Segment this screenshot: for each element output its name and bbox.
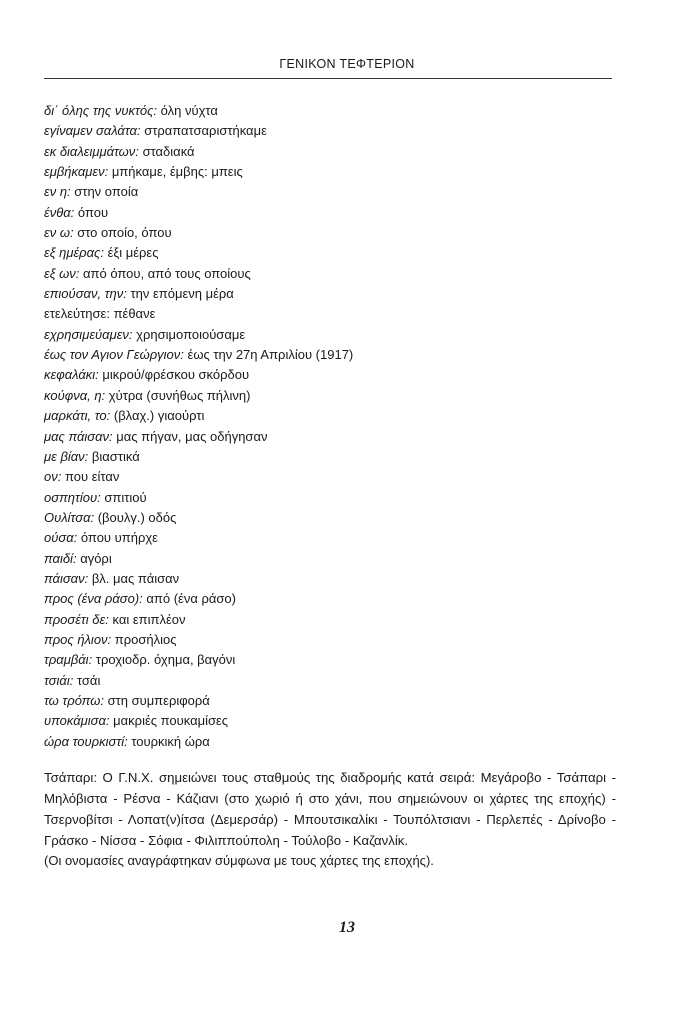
- glossary-definition: προσήλιος: [114, 631, 177, 647]
- glossary-term: εκ διαλειμμάτων:: [44, 143, 139, 159]
- glossary-term: ένθα:: [44, 204, 75, 220]
- glossary-term: οσπητίου:: [44, 489, 101, 505]
- glossary-term: υποκάμισα:: [44, 713, 110, 729]
- glossary-entry: [44, 508, 644, 528]
- glossary-entry: [44, 203, 644, 223]
- glossary-definition: μακριές πουκαμίσες: [113, 713, 229, 729]
- glossary-term: με βίαν:: [44, 448, 89, 464]
- glossary-term: Ουλίτσα:: [44, 509, 95, 525]
- glossary-definition: τσάι: [76, 672, 101, 688]
- glossary-entry: [44, 650, 644, 670]
- glossary-definition: αγόρι: [80, 550, 112, 566]
- glossary-list: [44, 101, 644, 752]
- glossary-term: εχρησιμεύαμεν:: [44, 326, 133, 342]
- glossary-entry: [44, 467, 644, 487]
- glossary-entry: [44, 488, 644, 508]
- glossary-entry: [44, 610, 644, 630]
- glossary-definition: και επιπλέον: [112, 611, 186, 627]
- glossary-term: παιδί:: [44, 550, 77, 566]
- glossary-entry: [44, 427, 644, 447]
- glossary-definition: χύτρα (συνήθως πήλινη): [108, 387, 251, 403]
- glossary-entry: [44, 447, 644, 467]
- route-note-line: Μηλόβιστα - Ρέσνα - Κάζιανι (στο χωριό ή στο χάνι, που σημειώνουν οι χάρτες της εποχής) -: [44, 791, 616, 806]
- glossary-entry: [44, 406, 644, 426]
- glossary-term: ούσα:: [44, 530, 78, 546]
- glossary-entry: [44, 284, 644, 304]
- glossary-term: εγίναμεν σαλάτα:: [44, 123, 141, 139]
- glossary-term: μας πάισαν:: [44, 428, 113, 444]
- glossary-term: ον:: [44, 469, 62, 485]
- glossary-term: μαρκάτι, το:: [44, 408, 111, 424]
- glossary-definition: όπου υπήρχε: [80, 530, 158, 546]
- glossary-entry: [44, 101, 644, 121]
- route-note-line: Γράσκο - Νίσσα - Σόφια - Φιλιππούπολη - Τούλοβο - Καζανλίκ.: [44, 833, 409, 848]
- glossary-term: εξ ημέρας:: [44, 245, 104, 261]
- glossary-definition: όπου: [77, 204, 109, 220]
- glossary-definition: που είταν: [64, 469, 120, 485]
- glossary-definition: μπήκαμε, έμβης: μπεις: [111, 164, 243, 180]
- glossary-entry: [44, 264, 644, 284]
- glossary-entry: [44, 630, 644, 650]
- glossary-definition: βιαστικά: [91, 448, 140, 464]
- glossary-entry: [44, 325, 644, 345]
- route-footnote: (Οι ονομασίες αναγράφτηκαν σύμφωνα με τους χάρτες της εποχής).: [44, 853, 434, 868]
- header-rule: [44, 78, 612, 79]
- glossary-term: τω τρόπω:: [44, 692, 104, 708]
- glossary-definition: (βουλγ.) οδός: [97, 509, 177, 525]
- glossary-definition: στο οποίο, όπου: [77, 225, 172, 241]
- glossary-entry: [44, 162, 644, 182]
- glossary-entry: [44, 386, 644, 406]
- glossary-entry: [44, 711, 644, 731]
- glossary-entry: [44, 671, 644, 691]
- glossary-term: έως τον Αγιον Γεώργιον:: [44, 347, 184, 363]
- glossary-entry: [44, 243, 644, 263]
- glossary-term: προς (ένα ράσο):: [44, 591, 143, 607]
- route-note-line: Τσερνοβίτσι - Λοπατ(ν)ίτσα (Δεμερσάρ) - Μπουτσικαλίκι - Τουπόλτσιανι - Περλεπές - Δρίνοβο -: [44, 812, 616, 827]
- glossary-term: εμβήκαμεν:: [44, 164, 109, 180]
- glossary-term: εν ω:: [44, 225, 74, 241]
- glossary-entry: [44, 589, 644, 609]
- glossary-definition: όλη νύχτα: [160, 103, 218, 118]
- glossary-term: κούφνα, η:: [44, 387, 106, 403]
- glossary-definition: στραπατσαριστήκαμε: [144, 123, 267, 139]
- glossary-entry: [44, 549, 644, 569]
- glossary-definition: μικρού/φρέσκου σκόρδου: [102, 367, 250, 383]
- glossary-definition: τουρκική ώρα: [131, 733, 210, 749]
- glossary-definition: σπιτιού: [104, 489, 147, 505]
- glossary-definition: έως την 27η Απριλίου (1917): [187, 347, 354, 363]
- glossary-entry: [44, 569, 644, 589]
- glossary-term: προσέτι δε:: [44, 611, 109, 627]
- glossary-definition: βλ. μας πάισαν: [91, 570, 180, 586]
- glossary-term: τραμβάι:: [44, 652, 93, 668]
- glossary-definition: από όπου, από τους οποίους: [83, 265, 251, 281]
- glossary-term: επιούσαν, την:: [44, 286, 127, 302]
- glossary-definition: στην οποία: [74, 184, 139, 200]
- glossary-term: εν η:: [44, 184, 71, 200]
- glossary-definition: την επόμενη μέρα: [130, 286, 234, 302]
- glossary-entry: [44, 691, 644, 711]
- route-note: [44, 767, 616, 851]
- glossary-term: τσιάι:: [44, 672, 74, 688]
- glossary-definition: από (ένα ράσο): [146, 591, 236, 607]
- glossary-entry: [44, 345, 644, 365]
- glossary-definition: χρησιμοποιούσαμε: [136, 326, 246, 342]
- glossary-entry: [44, 182, 644, 202]
- glossary-definition: (βλαχ.) γιαούρτι: [113, 408, 205, 424]
- glossary-entry: [44, 732, 644, 752]
- running-header: ΓΕΝΙΚΟΝ ΤΕΦΤΕΡΙΟΝ: [279, 57, 415, 71]
- glossary-entry: [44, 365, 644, 385]
- glossary-definition: πέθανε: [113, 306, 156, 322]
- glossary-definition: έξι μέρες: [107, 245, 159, 261]
- glossary-term: πάισαν:: [44, 570, 89, 586]
- glossary-entry: [44, 304, 644, 324]
- glossary-definition: μας πήγαν, μας οδήγησαν: [116, 428, 268, 444]
- route-note-line: Τσάπαρι: Ο Γ.Ν.Χ. σημειώνει τους σταθμούς της διαδρομής κατά σειρά: Μεγάροβο - Τσάπαρι -: [44, 770, 616, 785]
- glossary-term: προς ήλιον:: [44, 631, 112, 647]
- glossary-entry: [44, 121, 644, 141]
- glossary-definition: τροχιοδρ. όχημα, βαγόνι: [95, 652, 236, 668]
- glossary-term: κεφαλάκι:: [44, 367, 99, 383]
- glossary-term: ετελεύτησε:: [44, 306, 110, 322]
- glossary-term: δι΄ όλης της νυκτός:: [44, 103, 158, 118]
- glossary-term: εξ ων:: [44, 265, 80, 281]
- glossary-definition: σταδιακά: [142, 143, 195, 159]
- glossary-term: ώρα τουρκιστί:: [44, 733, 128, 749]
- glossary-entry: [44, 528, 644, 548]
- glossary-entry: [44, 223, 644, 243]
- glossary-definition: στη συμπεριφορά: [107, 692, 210, 708]
- glossary-entry: [44, 142, 644, 162]
- page-number: 13: [339, 919, 355, 936]
